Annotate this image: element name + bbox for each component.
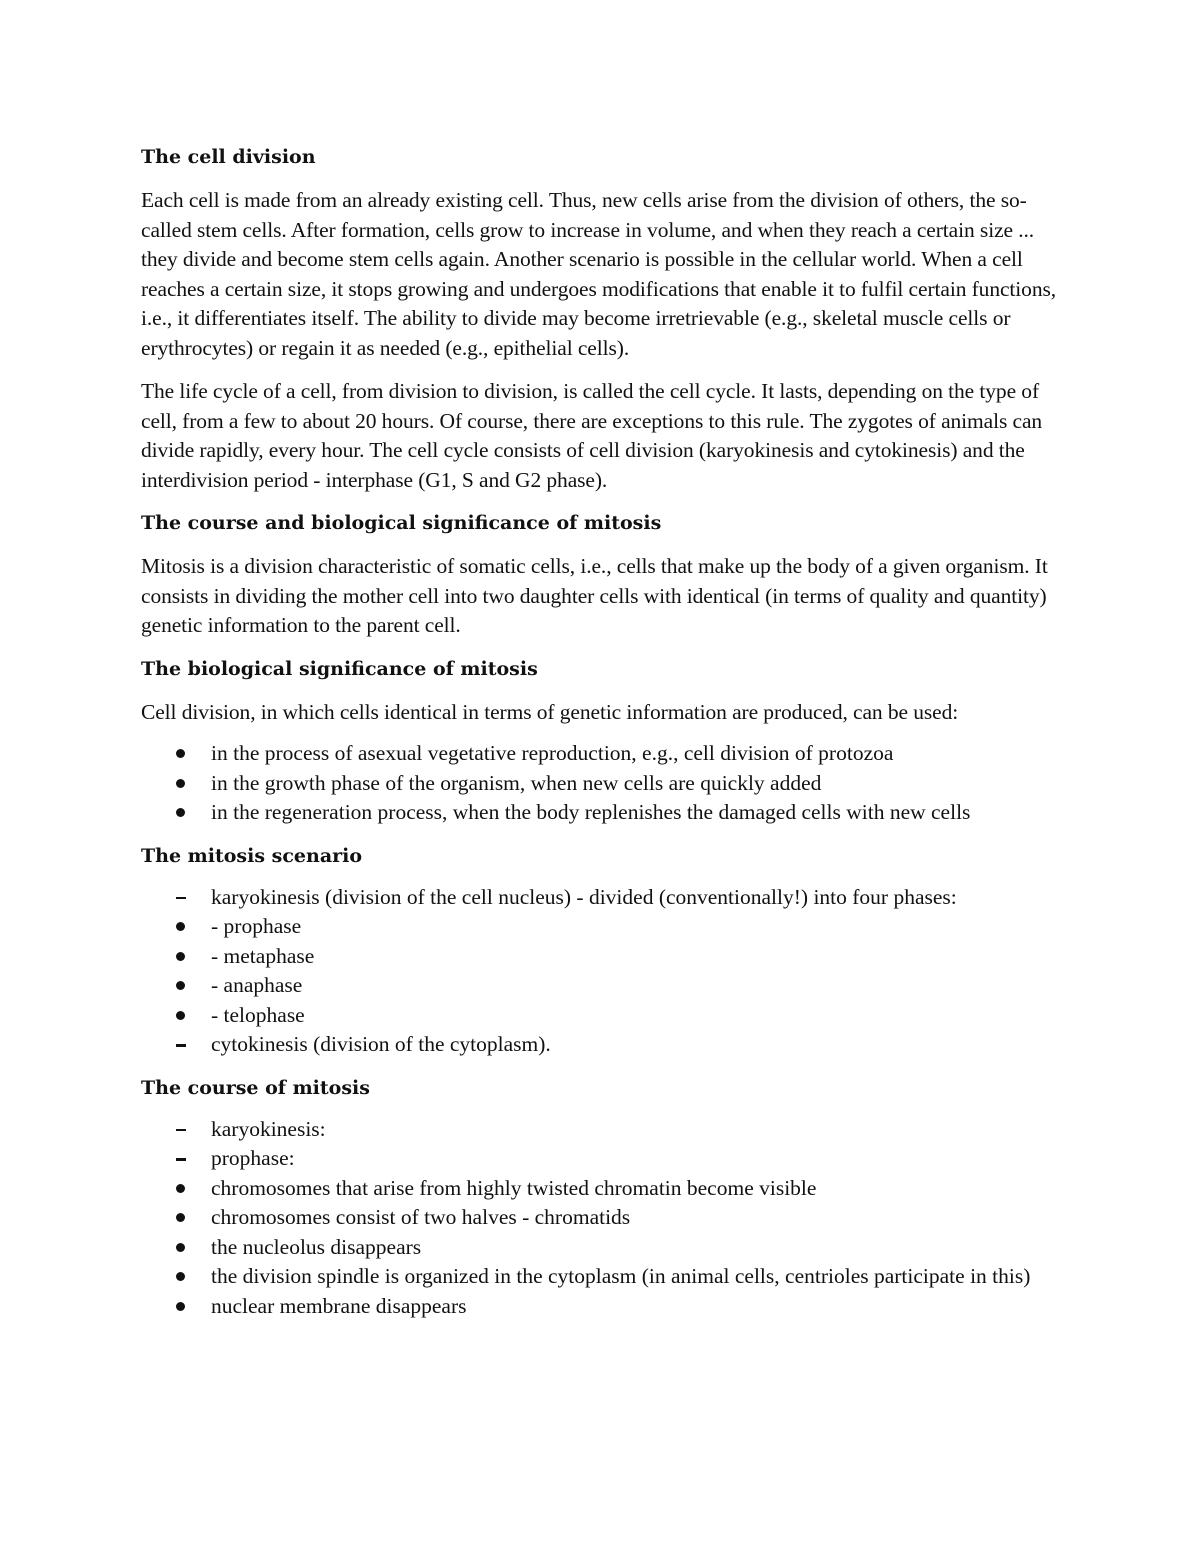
list-item (141, 1144, 1071, 1174)
list-item-text: - metaphase (211, 943, 315, 968)
list-item (141, 883, 1071, 913)
list-item-text: - telophase (211, 1002, 305, 1027)
section-heading-course-significance: The course and biological significance of mitosis (141, 512, 662, 534)
document-page (141, 143, 1071, 1335)
list-item-text: karyokinesis (division of the cell nucleus) - divided (conventionally!) into four phases: (211, 884, 957, 909)
paragraph-significance-intro: Cell division, in which cells identical in terms of genetic information are produced, can be used: (141, 699, 959, 724)
list-item-text: in the process of asexual vegetative reproduction, e.g., cell division of protozoa (211, 741, 894, 765)
list-item (141, 971, 1071, 1001)
list-item-text: chromosomes consist of two halves - chromatids (211, 1205, 631, 1229)
list-item (141, 1203, 1071, 1233)
list-item (141, 1030, 1071, 1060)
list-item-text: in the regeneration process, when the body replenishes the damaged cells with new cells (211, 800, 971, 824)
list-item-text: the nucleolus disappears (211, 1234, 422, 1259)
list-item-text: - anaphase (211, 973, 303, 997)
list-item (141, 1292, 1071, 1322)
list-item (141, 769, 1071, 799)
list-item (141, 1001, 1071, 1031)
list-item-text: nuclear membrane disappears (211, 1293, 467, 1318)
significance-list (141, 739, 1071, 828)
list-item (141, 1233, 1071, 1263)
list-item (141, 1174, 1071, 1204)
paragraph-mitosis-definition: Mitosis is a division characteristic of somatic cells, i.e., cells that make up the body of a given organism. It consists in dividing the mother cell into two daughter cells with identical (in terms of quality and quantity) genetic information to the parent cell. (141, 554, 1048, 637)
course-list (141, 1115, 1071, 1322)
list-item-text: prophase: (211, 1146, 295, 1170)
list-item-text: chromosomes that arise from highly twisted chromatin become visible (211, 1175, 817, 1200)
list-item-text: karyokinesis: (211, 1116, 326, 1141)
section-heading-biological-significance: The biological significance of mitosis (141, 657, 538, 680)
list-item (141, 798, 1071, 828)
list-item (141, 1262, 1071, 1292)
paragraph-cell-origin: Each cell is made from an already existing cell. Thus, new cells arise from the division of others, the so-called stem cells. After formation, cells grow to increase in volume, and when they reach a certain size ... they divide and become stem cells again. Another scenario is possible in the cellular world. When a cell reaches a certain size, it stops growing and undergoes modifications that enable it to fulfil certain functions, i.e., it differentiates itself. The ability to divide may become irretrievable (e.g., skeletal muscle cells or erythrocytes) or regain it as needed (e.g., epithelial cells). (141, 188, 1057, 360)
paragraph-cell-cycle: The life cycle of a cell, from division to division, is called the cell cycle. It lasts, depending on the type of cell, from a few to about 20 hours. Of course, there are exceptions to this rule. The zygotes of animals can divide rapidly, every hour. The cell cycle consists of cell division (karyokinesis and cytokinesis) and the interdivision period - interphase (G1, S and G2 phase). (141, 379, 1043, 492)
section-heading-mitosis-scenario: The mitosis scenario (141, 844, 363, 867)
list-item-text: cytokinesis (division of the cytoplasm). (211, 1032, 551, 1056)
list-item-text: the division spindle is organized in the cytoplasm (in animal cells, centrioles participate in this) (211, 1264, 1031, 1288)
list-item (141, 942, 1071, 972)
list-item (141, 1115, 1071, 1145)
scenario-list (141, 883, 1071, 1060)
list-item (141, 912, 1071, 942)
section-heading-course-of-mitosis: The course of mitosis (141, 1076, 370, 1099)
list-item-text: in the growth phase of the organism, when new cells are quickly added (211, 770, 822, 795)
list-item (141, 739, 1071, 769)
section-heading-cell-division: The cell division (141, 146, 316, 168)
list-item-text: - prophase (211, 914, 302, 938)
